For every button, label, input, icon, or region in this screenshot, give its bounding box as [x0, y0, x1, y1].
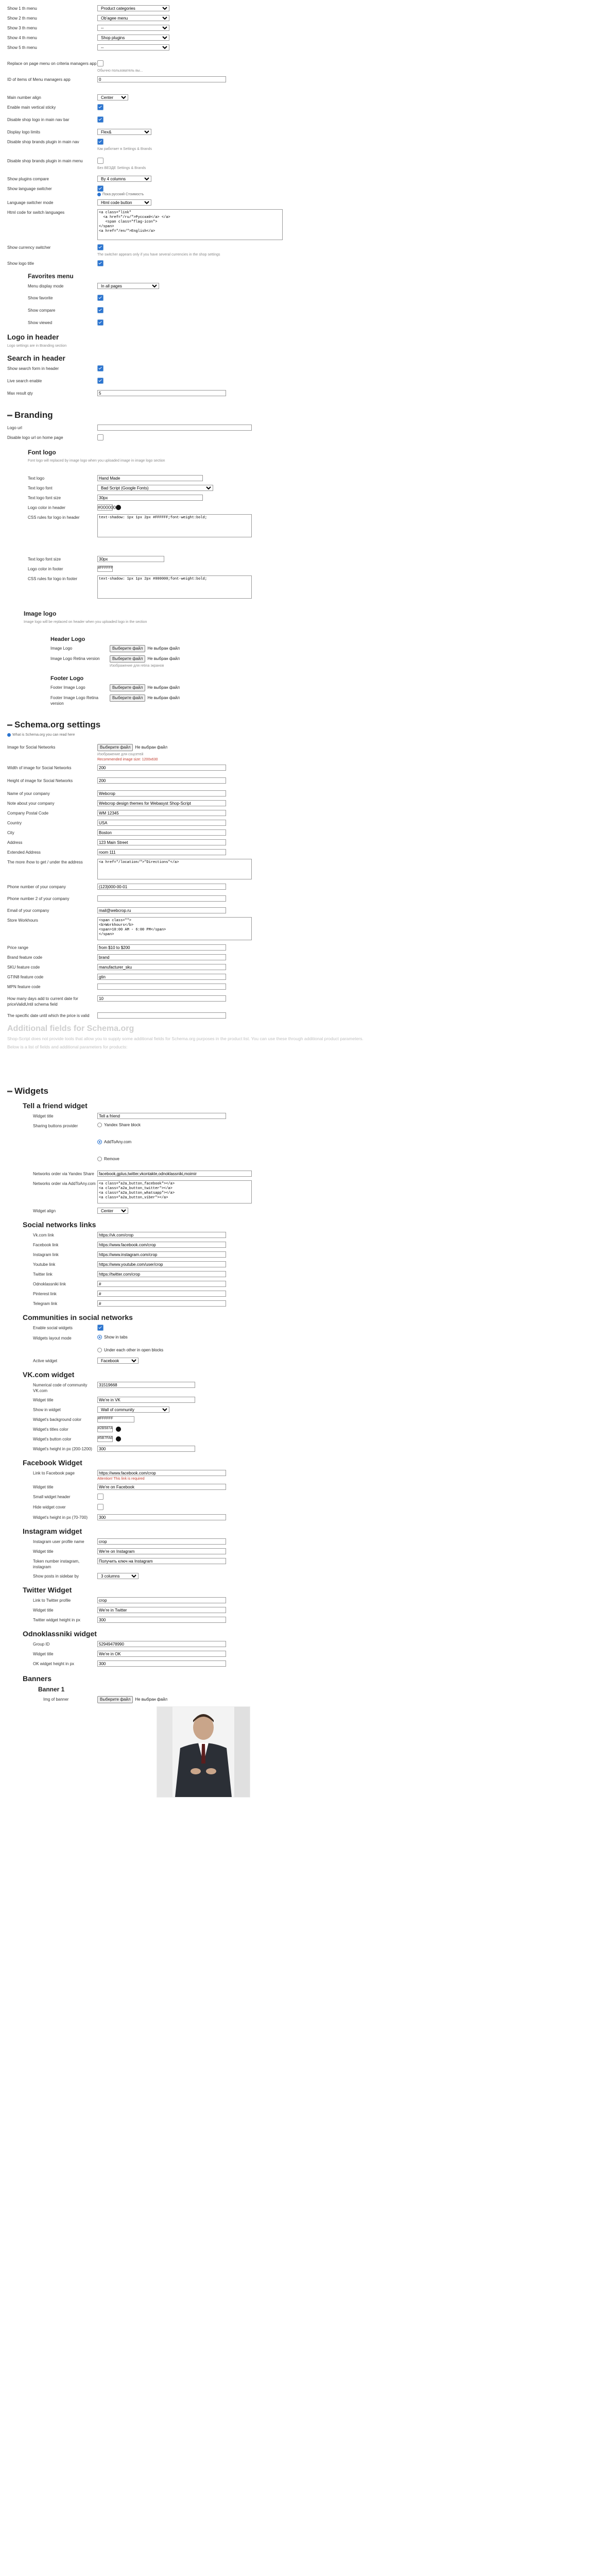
banner-img-label: Img of banner [43, 1697, 69, 1702]
footer-retina-file-name: Не выбран файл [147, 696, 180, 700]
collapse-icon[interactable] [7, 1091, 12, 1092]
footer-logo-title: Footer Logo [50, 675, 84, 682]
vk-bg-label: Widget's background color [33, 1417, 82, 1422]
footer-css-textarea[interactable] [97, 575, 252, 599]
social-img-label: Image for Social Networks [7, 745, 56, 750]
widget-align-select[interactable] [97, 1208, 128, 1214]
replace-items-label: ID of items of Menu managers app [7, 77, 71, 82]
fbw-hide-label: Hide widget cover [33, 1505, 66, 1510]
menu-5-select[interactable] [97, 44, 169, 50]
extra-fields-text1: Shop-Script does not provide tools that allow you to supply some additional fields for Schema.org purposes in the product list. You can use these through additional product parameters. [7, 1036, 364, 1041]
friend-title: Tell a friend widget [23, 1101, 88, 1110]
fav-viewed-checkbox[interactable] [97, 319, 103, 326]
banner1-title: Banner 1 [38, 1686, 65, 1693]
vk-bg-swatch[interactable]: #FFFFFF [97, 1416, 134, 1422]
email-label: Email of your company [7, 908, 49, 913]
ig-link-input[interactable] [97, 1251, 226, 1258]
footer-img-file-name: Не выбран файл [147, 685, 180, 690]
fbw-warn: Attention! This link is required [97, 1477, 145, 1481]
schema-note: What is Schema.org you can read here [12, 733, 75, 737]
favorites-title: Favorites menu [28, 273, 74, 280]
buttons-provider-label: Sharing buttons provider [33, 1124, 78, 1128]
vk-text-swatch[interactable]: #2B587A [97, 1426, 113, 1432]
provider-yandex-radio[interactable] [97, 1123, 102, 1127]
align-label: Main number align [7, 95, 41, 100]
search-form-label: Show search form in header [7, 366, 59, 371]
logo-limit-label: Display logo limits [7, 130, 41, 134]
logo-sticky-label: Disable shop logo in main nav bar [7, 117, 70, 122]
brand-nav-checkbox[interactable] [97, 139, 103, 145]
widgets-title: Widgets [7, 1083, 597, 1096]
vk-show-label: Show in widget [33, 1408, 61, 1412]
logo-title-checkbox[interactable] [97, 260, 103, 266]
logo-header-desc: Logo settings are in Branding section [7, 344, 67, 348]
social-h-label: Height of image for Social Networks [7, 778, 73, 783]
logo-size-input[interactable] [97, 495, 203, 501]
city-input[interactable] [97, 829, 226, 836]
vk-id-label: Numerical code of community VK.com [33, 1383, 88, 1393]
logo-header-title: Logo in header [7, 333, 59, 341]
logo-url-input[interactable] [97, 425, 252, 431]
layout-tabs-radio[interactable] [97, 1335, 102, 1340]
vk-wt-label: Widget title [33, 1398, 54, 1402]
yt-link-label: Youtube link [33, 1262, 56, 1267]
tww-link-label: Link to Twitter profile [33, 1598, 71, 1603]
address-label: Address [7, 840, 23, 845]
menu-4-row [7, 35, 597, 41]
about-label: Note about your company [7, 801, 55, 806]
country-label: Country [7, 821, 22, 825]
color-picker-icon[interactable] [116, 1427, 121, 1432]
igw-wt-label: Widget title [33, 1549, 54, 1554]
active-widget-select[interactable] [97, 1358, 139, 1364]
logo-color-swatch[interactable]: #000000 [98, 505, 116, 510]
social-img-warn: Recommended image size: 1200x630 [97, 758, 158, 761]
lang-mode-select[interactable] [97, 199, 151, 206]
lang-hint: Пока русский Стоимость [102, 193, 144, 196]
phone1-label: Phone number of your company [7, 885, 66, 889]
tw-link-label: Twitter link [33, 1272, 53, 1277]
phone2-input[interactable] [97, 895, 226, 902]
currency-hint: The switcher appears only if you have several currencies in the shop settings [97, 253, 220, 257]
lang-label: Show language switcher [7, 187, 52, 191]
img-logo-file-name: Не выбран файл [147, 646, 180, 651]
footer-img-label: Footer Image Logo [50, 685, 85, 690]
menu-4-select[interactable] [97, 35, 169, 41]
img-logo-file-button[interactable]: Выберите файл [110, 645, 145, 652]
max-result-input[interactable] [97, 390, 226, 396]
favorites-section [28, 273, 597, 327]
mpn-code-input[interactable] [97, 984, 226, 990]
sticky-checkbox[interactable] [97, 104, 103, 110]
logo-url-label: Logo url [7, 426, 22, 430]
font-logo-title: Font logo [28, 449, 56, 456]
provider-addtoany-radio[interactable] [97, 1140, 102, 1144]
fbw-hide-checkbox[interactable] [97, 1504, 103, 1510]
fbw-h-input[interactable] [97, 1514, 226, 1520]
igw-name-input[interactable] [97, 1538, 226, 1545]
retina-label: Image Logo Retina version [50, 656, 100, 661]
igw-wt-input[interactable] [97, 1548, 226, 1554]
sku-code-input[interactable] [97, 964, 226, 970]
img-logo-label: Image Logo [50, 646, 73, 651]
tg-link-label: Telegram link [33, 1301, 58, 1306]
lang-checkbox[interactable] [97, 185, 103, 192]
vk-show-select[interactable] [97, 1406, 169, 1413]
image-logo-desc: Image logo will be replaced on header when you uploaded logo in the section [24, 620, 147, 624]
ok-link-label: Odnoklassniki link [33, 1282, 66, 1286]
gtin-code-label: GTIN8 feature code [7, 975, 44, 979]
sku-code-label: SKU feature code [7, 965, 40, 970]
menu-2-row [7, 15, 597, 22]
info-icon [7, 733, 11, 737]
email-input[interactable] [97, 907, 226, 913]
city-label: City [7, 831, 14, 835]
about-input[interactable] [97, 800, 226, 806]
igw-name-label: Instagram user profile name [33, 1539, 84, 1544]
postal-input[interactable] [97, 810, 226, 816]
vk-link-label: Vk.com link [33, 1233, 54, 1238]
igw-token-label: Token number instagram, instagram [33, 1559, 80, 1569]
tw-link-input[interactable] [97, 1271, 226, 1277]
tg-link-input[interactable] [97, 1300, 226, 1307]
menu-1-select[interactable] [97, 5, 169, 11]
enable-social-checkbox[interactable] [97, 1325, 103, 1331]
color-picker-icon[interactable] [116, 1436, 121, 1442]
logo-css-textarea[interactable] [97, 514, 252, 537]
vk-widget-title: VK.com widget [23, 1370, 75, 1379]
footer-color-label: Logo color in footer [28, 567, 63, 571]
fbw-small-checkbox[interactable] [97, 1494, 103, 1500]
company-input[interactable] [97, 790, 226, 796]
fav-show-checkbox[interactable] [97, 295, 103, 301]
header-logo-title: Header Logo [50, 636, 85, 642]
brands-off-checkbox[interactable] [97, 158, 103, 164]
hours-textarea[interactable] [97, 917, 252, 940]
brand-nav-label: Disable shop brands plugin in main nav [7, 140, 79, 144]
menu-1-label: Show 1 th menu [7, 6, 37, 11]
social-h-input[interactable] [97, 777, 226, 784]
schema-title: Schema.org settings [7, 717, 597, 730]
social-img-hint: Изображение для соцсетей [97, 753, 144, 756]
fb-link-label: Facebook link [33, 1243, 59, 1247]
vk-link-input[interactable] [97, 1232, 226, 1238]
extra-fields-text2: Below is a list of fields and additional parameters for products: [7, 1044, 128, 1049]
search-title: Search in header [7, 354, 65, 362]
replace-hint: Обычно пользователь вы... [97, 69, 143, 73]
banner-img-file-button[interactable]: Выберите файл [97, 1696, 133, 1703]
friend-wt-input[interactable] [97, 1113, 226, 1119]
ig-link-label: Instagram link [33, 1252, 59, 1257]
active-widget-label: Active widget [33, 1359, 58, 1363]
fav-viewed-label: Show viewed [28, 320, 53, 325]
yt-link-input[interactable] [97, 1261, 226, 1267]
yandex-order-input[interactable] [97, 1171, 252, 1177]
social-w-input[interactable] [97, 765, 226, 771]
compare-label: Show plugins compare [7, 177, 49, 181]
social-links-title: Social networks links [23, 1221, 96, 1229]
menu-1-row [7, 5, 597, 12]
okw-id-input[interactable] [97, 1641, 226, 1647]
menu-3-label: Show 3 th menu [7, 26, 37, 30]
menu-3-row [7, 25, 597, 31]
color-picker-icon[interactable] [116, 505, 121, 510]
vk-text-label: Widget's titles color [33, 1427, 68, 1432]
price-input[interactable] [97, 944, 226, 951]
branding-title: Branding [7, 407, 597, 420]
social-w-label: Width of image for Social Networks [7, 766, 72, 770]
social-img-file-name: Не выбран файл [135, 745, 168, 750]
ext-address-input[interactable] [97, 849, 226, 855]
provider-remove-radio[interactable] [97, 1157, 102, 1161]
banner-img-file-name: Не выбран файл [135, 1697, 168, 1702]
banner-image-graphic [157, 1707, 250, 1797]
menu-4-label: Show 4 th menu [7, 36, 37, 40]
ok-link-input[interactable] [97, 1281, 226, 1287]
vk-h-label: Widget's height in px (200-1200) [33, 1447, 92, 1451]
ok-widget-title: Odnoklassniki widget [23, 1630, 97, 1638]
fbw-small-label: Small widget header [33, 1495, 71, 1499]
live-search-checkbox[interactable] [97, 378, 103, 384]
footer-retina-label: Footer Image Logo Retina version [50, 696, 98, 706]
collapse-icon[interactable] [7, 415, 12, 416]
tww-h-label: Twitter widget height in px [33, 1618, 81, 1622]
yandex-order-label: Networks order via Yandex Share [33, 1172, 94, 1176]
vk-id-input[interactable] [97, 1382, 195, 1388]
days-label: How many days add to current date for priceValidUntil schema field [7, 996, 78, 1007]
info-icon [97, 193, 101, 196]
logo-url-off-label: Disable logo url on home page [7, 435, 63, 440]
banners-title: Banners [23, 1674, 52, 1683]
logo-url-off-checkbox[interactable] [97, 434, 103, 440]
retina-file-name: Не выбран файл [147, 656, 180, 661]
currency-label: Show currency switcher [7, 245, 51, 250]
footer-retina-file-button[interactable]: Выберите файл [110, 694, 145, 702]
logo-sticky-checkbox[interactable] [97, 116, 103, 123]
brands-off-label: Disable shop brands plugin in main menu [7, 159, 83, 163]
igw-count-select[interactable] [97, 1573, 139, 1579]
social-img-file-button[interactable]: Выберите файл [97, 744, 133, 751]
logo-size-label: Text logo font size [28, 496, 61, 500]
logo-color-label: Logo color in header [28, 505, 65, 510]
brands-off-hint: Без ВЕЗДЕ Settings & Brands [97, 166, 146, 170]
fbw-wt-label: Widget title [33, 1485, 54, 1489]
price-label: Price range [7, 945, 28, 950]
okw-h-label: OK widget height in px [33, 1662, 75, 1666]
layout-mode-label: Widgets layout mode [33, 1336, 72, 1341]
footer-img-file-button[interactable]: Выберите файл [110, 684, 145, 691]
footer-css-label: CSS rules for logo in footer [28, 577, 78, 581]
menu-3-select[interactable] [97, 25, 169, 31]
fbw-wt-input[interactable] [97, 1484, 226, 1490]
pin-link-label: Pinterest link [33, 1292, 57, 1296]
text-logo-input[interactable] [97, 475, 203, 481]
widget-align-label: Widget align [33, 1209, 56, 1213]
tww-wt-input[interactable] [97, 1607, 226, 1613]
pin-link-input[interactable] [97, 1291, 226, 1297]
lang-mode-label: Language switcher mode [7, 200, 54, 205]
mpn-code-label: MPN feature code [7, 985, 41, 989]
brand-code-label: Brand feature code [7, 955, 43, 960]
max-result-label: Max result qty [7, 391, 33, 396]
vk-wt-input[interactable] [97, 1397, 195, 1403]
specific-date-input[interactable] [97, 1012, 226, 1019]
logo-css-label: CSS rules for logo in header [28, 515, 80, 520]
align-select[interactable] [97, 94, 128, 100]
footer-size-label: Text logo font size [28, 557, 61, 562]
address-input[interactable] [97, 839, 226, 845]
replace-checkbox[interactable] [97, 60, 103, 66]
howto-textarea[interactable] [97, 859, 252, 879]
ext-address-label: Extended Address [7, 850, 41, 855]
specific-date-label: The specific date until which the price is valid [7, 1013, 90, 1018]
sticky-label: Enable main vertical sticky [7, 105, 56, 110]
vk-btn-swatch[interactable]: #5B7FA6 [97, 1436, 113, 1442]
replace-items-input[interactable] [97, 76, 226, 82]
retina-hint: Изображение для retina экранов [110, 664, 164, 668]
gtin-code-input[interactable] [97, 974, 226, 980]
fbw-link-input[interactable] [97, 1470, 226, 1476]
communities-title: Communities in social networks [23, 1313, 133, 1321]
html-code-textarea[interactable] [97, 209, 283, 240]
fav-show-label: Show favorite [28, 296, 53, 300]
hours-label: Store Workhours [7, 918, 38, 923]
fb-link-input[interactable] [97, 1242, 226, 1248]
okw-wt-label: Widget title [33, 1652, 54, 1656]
fbw-link-label: Link to Facebook page [33, 1471, 75, 1476]
tww-link-input[interactable] [97, 1597, 226, 1603]
vk-h-input[interactable] [97, 1446, 195, 1452]
retina-file-button[interactable]: Выберите файл [110, 655, 145, 663]
friend-wt-label: Widget title [33, 1114, 54, 1118]
tw-widget-title: Twitter Widget [23, 1586, 72, 1594]
fbw-h-label: Widget's height in px (70-700) [33, 1515, 88, 1520]
brand-code-input[interactable] [97, 954, 226, 960]
phone1-input[interactable] [97, 884, 226, 890]
logo-title-label: Show logo title [7, 261, 34, 266]
replace-items-row [7, 76, 597, 83]
font-logo-desc: Font logo will replaced by image logo when you uploaded image in image logo section [28, 459, 165, 463]
fb-widget-title: Facebook Widget [23, 1459, 82, 1467]
fav-mode-label: Menu display mode [28, 284, 64, 289]
footer-size-input[interactable] [97, 556, 164, 562]
layout-blocks-radio[interactable] [97, 1348, 102, 1352]
postal-label: Company Postal Code [7, 811, 49, 816]
extra-fields-title: Additional fields for Schema.org [7, 1024, 134, 1033]
fav-mode-select[interactable] [97, 283, 159, 289]
menu-5-row [7, 44, 597, 51]
fav-compare-label: Show compare [28, 308, 56, 313]
days-input[interactable] [97, 995, 226, 1002]
replace-row [7, 60, 597, 73]
currency-checkbox[interactable] [97, 244, 103, 250]
search-form-checkbox[interactable] [97, 365, 103, 371]
brand-nav-hint: Как работает в Settings & Brands [97, 147, 152, 151]
collapse-icon[interactable] [7, 724, 12, 726]
fav-compare-checkbox[interactable] [97, 307, 103, 313]
howto-label: The more /how to get / under the address [7, 860, 83, 865]
html-code-label: Html code for switch languages [7, 210, 65, 215]
compare-select[interactable] [97, 176, 151, 182]
replace-label: Replace on page menu on criteria managers app [7, 61, 97, 66]
logo-font-label: Text logo font [28, 486, 53, 490]
banner-image-preview [157, 1706, 250, 1798]
enable-social-label: Enable social widgets [33, 1326, 73, 1330]
menu-2-label: Show 2 th menu [7, 16, 37, 21]
tww-h-input[interactable] [97, 1617, 226, 1623]
logo-font-select[interactable] [97, 485, 213, 491]
addtoany-order-label: Networks order via AddToAny.com [33, 1181, 96, 1186]
text-logo-label: Text logo [28, 476, 45, 481]
menu-2-select[interactable] [97, 15, 169, 21]
company-label: Name of your company [7, 791, 50, 796]
addtoany-order-textarea[interactable] [97, 1180, 252, 1204]
igw-token-input[interactable] [97, 1558, 226, 1564]
logo-limit-select[interactable] [97, 129, 151, 135]
igw-count-label: Show posts in sidebar by [33, 1574, 79, 1579]
country-input[interactable] [97, 820, 226, 826]
vk-btn-label: Widget's button color [33, 1437, 72, 1442]
okw-h-input[interactable] [97, 1660, 226, 1667]
footer-color-swatch[interactable]: #FFFFFF [97, 566, 113, 572]
phone2-label: Phone number 2 of your company [7, 896, 70, 901]
okw-wt-input[interactable] [97, 1651, 226, 1657]
live-search-label: Live search enable [7, 379, 42, 383]
settings-page: Show 1 th menu Product categories Show 2 th menu Ob'agee menu Show 3 th menu -- Show 4 th menu Shop plugins Show 5 th menu -- Replace on page menu on criteria managers app Обычно пользователь вы... ID of items of Menu managers app 0 Main number align Center Enable main vertical sticky Disable shop logo in main nav bar Display logo limits Flex& Disable shop brands plugin in main nav Как работает в Settings & Brands Disable shop brands plugin in main menu Без ВЕЗДЕ Settings & Brands Show plugins compare By 4 columns Show language switcher Пока русский Стоимость Language switcher mode Html code button Html code for switch languages <a class="link" <a href="/ru/">Русский</a> </a> <span class="flag-icon"> </span> <a href="/en/">English</a> Show currency switcher The switcher appears only if you have several currencies in the shop settings Show logo title Favorites menu Menu display mode In all pages Show favorite Show compare Show viewed Logo in header Logo settings are in Branding section Search in header Show search form in header Live search enable Max result qty 5 Branding Logo url Disable logo url on home page Font logo Font logo will replaced by image logo when you uploaded image in image logo section Text logo Hand Made Text logo font Bad Script (Google Fonts) Text logo font size 30px Logo color in header #000000 CSS rules for logo in header text-shadow: 1px 1px 2px #FFFFFF;font-weight:bold; Text logo font size 30px Logo color in footer #FFFFFF CSS rules for logo in footer text-shadow: 1px 1px 2px #000000;font-weight:bold; Image logo Image logo will be replaced on header when you uploaded logo in the section Header Logo Image Logo Выберите файл Не выбран файл Image Logo Retina version Выберите файл Не выбран файл Изображение для retina экранов Footer Logo Footer Image Logo Выберите файл Не выбран файл Footer Image Logo Retina version Выберите файл Не выбран файл Schema.org settings What is Schema.org you can read here Image for Social Networks Выберите файл Не выбран файл Изображение для соцсетей Recommended image size: 1200x630 Width of image for Social Networks 200 Height of image for Social Networks 200 Name of your company Webcrop Note about your company Webcrop design themes for Webasyst Shop-Script Company Postal Code WM 12345 Country USA City Boston Address 123 Main Street Extended Address room 111 The more /how to get / under the address <a href="/location/">"Directions"</a> Phone number of your company (123)000-00-01 Phone number 2 of your company Email of your company mail@webcrop.ru Store Workhours <span class=""> <b>Workhours</b> <span>10:00 AM - 6:00 PM</span> </span> Price range from $10 to $200 Brand feature code brand SKU feature code manufacturer_sku GTIN8 feature code gtin MPN feature code How many days add to current date for priceValidUntil schema field 10 The specific date until which the price is valid Additional fields for Schema.org Shop-Script does not provide tools that allow you to supply some additional fields for Schema.org purposes in the product list. You can use these through additional product parameters. Below is a list of fields and additional parameters for products: Widgets Tell a friend widget Widget title Tell a friend Sharing buttons provider Yandex Share block AddToAny.com Remove Networks order via Yandex Share facebook,gplus,twitter,vkontakte,odnoklassniki,moimir Networks order via AddToAny.com <a class="a2a_button_facebook"></a> <a class="a2a_button_twitter"></a> <a class="a2a_button_whatsapp"></a> <a class="a2a_button_viber"></a> Widget align Center Social networks links Vk.com link https://vk.com/crop Facebook link https://www.facebook.com/crop Instagram link https://www.instagram.com/crop Youtube link https://www.youtube.com/user/crop Twitter link https://twitter.com/crop Odnoklassniki link # Pinterest link # Telegram link # Communities in social networks Enable social widgets Widgets layout mode Show in tabs Under each other in open blocks Active widget Facebook VK.com widget Numerical code of community VK.com 31519668 Widget title We're in VK Show in widget Wall of community Widget's background color #FFFFFF Widget's titles color #2B587A Widget's button color #5B7FA6 Widget's height in px (200-1200) 300 Facebook Widget Link to Facebook page https://www.facebook.com/crop Attention! This link is required Widget title We're on Facebook Small widget header Hide widget cover Widget's height in px (70-700) 300 Instagram widget Instagram user profile name crop Widget title We're on Instagram Token number instagram, instagram Получить ключ на Instagram Show posts in sidebar by 3 columns Twitter Widget Link to Twitter profile crop Widget title We're in Twitter Twitter widget height in px 300 Odnoklassniki widget Group ID 52949478990 Widget title We're in OK OK widget height in px 300 Banners Banner 1 Img of banner Выберите файл Не выбран файл [0, 0, 604, 1798]
ig-widget-title: Instagram widget [23, 1527, 82, 1535]
tww-wt-label: Widget title [33, 1608, 54, 1613]
image-logo-title: Image logo [24, 610, 57, 617]
okw-id-label: Group ID [33, 1642, 50, 1647]
menu-5-label: Show 5 th menu [7, 45, 37, 50]
